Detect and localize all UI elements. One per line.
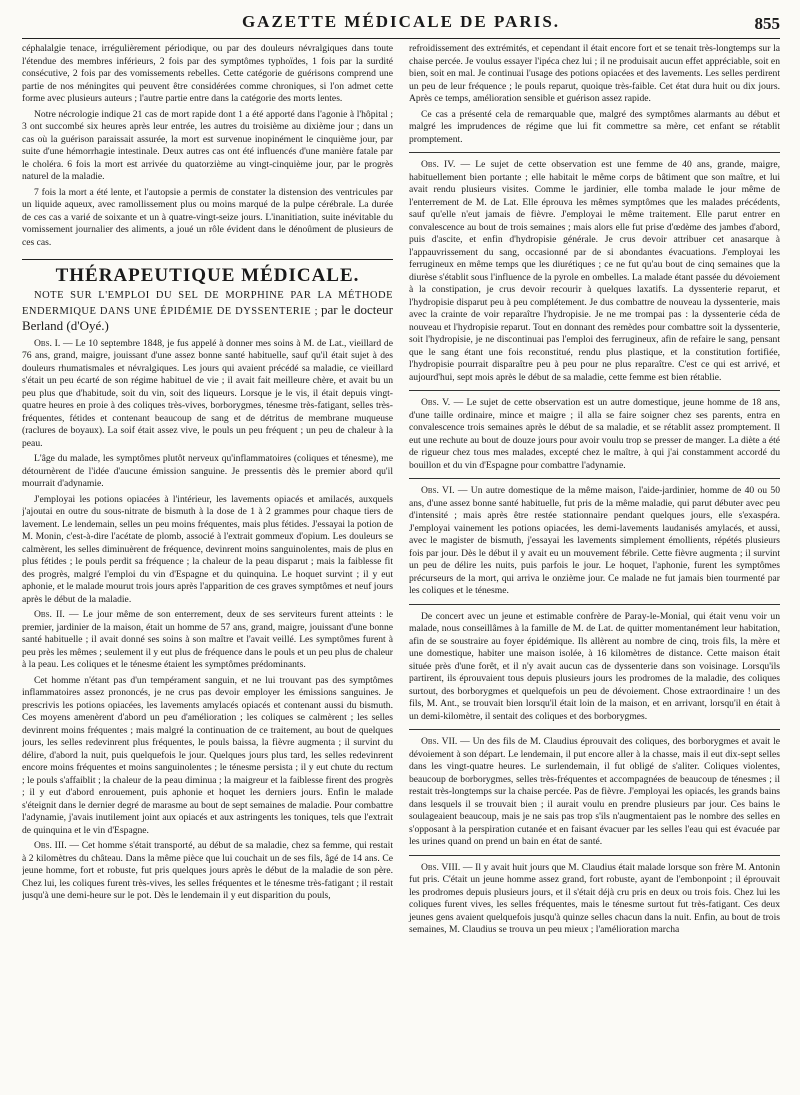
observation-label: Obs. II. — [34, 609, 65, 620]
observation-label: Obs. III. — [34, 840, 67, 851]
observation-paragraph — [409, 485, 780, 598]
journal-title: GAZETTE MÉDICALE DE PARIS. — [241, 12, 561, 31]
paragraph: 7 fois la mort a été lente, et l'autopsie a permis de constater la distension des ventricules par un liquide aqueux, avec ramollissement plus ou moins marqué de la pulpe cérébrale. La durée de ces cas a varié de soixante et un à quatre-vingt-seize jours. L'inanitiation, suite inévitable du vomissement journalier des aliments, a joué un rôle évident dans le dénoûment de plusieurs de ces cas. — [22, 186, 393, 248]
paragraph: Notre nécrologie indique 21 cas de mort rapide dont 1 a été apporté dans l'agonie à l'hôpital ; 3 ont succombé six heures après leur entrée, les autres du troisième au dixième jour ; dans un cas où la guérison paraissait assurée, la mort est survenue inopinément le cinquième jour, par suite d'une hémorrhagie intestinale. Deux autres cas ont été influencés d'une manière fatale par le choléra. 6 fois la mort est arrivée du quatorzième au vingt-cinquième jour, par le progrès naturel de la maladie. — [22, 108, 393, 182]
paragraph: Ce cas a présenté cela de remarquable que, malgré des symptômes alarmants au début et malgré les imprudences de régime que lui fit commettre sa mère, cet enfant se rétablit promptement. — [409, 108, 780, 145]
observation-label: Obs. I. — [34, 337, 61, 349]
observation-paragraph — [409, 397, 780, 472]
divider — [409, 604, 780, 605]
paragraph: L'âge du malade, les symptômes plutôt nerveux qu'inflammatoires (coliques et ténesme), me détournèrent de l'idée d'aucune émission sanguine. Je pressentis dès le premier abord qu'il mourrait d'adynamie. — [22, 453, 393, 489]
observation-paragraph — [22, 840, 393, 903]
left-column — [22, 43, 393, 1088]
observation-paragraph — [409, 159, 780, 384]
paragraph: De concert avec un jeune et estimable confrère de Paray-le-Monial, qui était venu voir un malade, nous conseillâmes à la famille de M. de Lat. de quitter momentanément leur habitation, afin de se soustraire au foyer épidémique. Ils allèrent au nombre de cinq, trois fils, la mère et une domestique, habiter une maison isolée, à 16 kilomètres de distance. Cette maison était située près d'une forêt, et il n'y avait aucun cas de dyssenterie dans son voisinage. Lorsqu'ils partirent, ils éprouvaient tous depuis plusieurs jours les prodromes de la maladie, des coliques surtout, des borborygmes et quelquefois un peu de dévoiement. Chose extraordinaire ! un des fils, M. Ant., se trouvait bien lorsqu'il était loin de la maison, et en arrivant, lorsqu'il en était à un demi-kilomètre, il sentait des coliques et des borborygmes. — [409, 610, 780, 722]
observation-text: — Le 10 septembre 1848, je fus appelé à donner mes soins à M. de Lat., vieillard de 76 ans, grand, maigre, jouissant d'une assez bonne santé habituelle, sauf qu'il était sujet à des douleurs rhumatismales et névralgiques. Les jours qui avaient précédé sa maladie, ce vieillard s'était un peu écarté de son régime habituel de vie ; il avait fait meilleure chère, et avait bu un peu plus que d'habitude, soit du vin, soit des liqueurs. Lorsque je le vis, il était depuis vingt-quatre heures en proie à des coliques très-vives, borborygmes, ténesme très-fatigant, selles très-fréquentes, fétides et contenant beaucoup de sang et de détritus de membrane muqueuse (raclures de boyaux). La soif était assez vive, le pouls un peu fréquent ; un peu de chaleur à la peau. — [22, 337, 393, 449]
observation-paragraph — [22, 338, 393, 451]
observation-text: — Un des fils de M. Claudius éprouvait des coliques, des borborygmes et avait le dévoiement à son départ. Le lendemain, il put encore aller à la chasse, mais il eut dix-sept selles dans les vingt-quatre heures. Le surlendemain, il fut obligé de s'aliter. Coliques violentes, beaucoup de borborygmes, selles très-fréquentes et accompagnées de beaucoup de ténesmes ; il restait très-longtemps sur la chaise percée. Pas de fièvre. J'employai les opiacés, les grands bains dans lesquels il se trouvait bien ; il aurait voulu en prendre plusieurs par jour. Ces bains le soulageaient beaucoup, mais je ne sais pas trop s'ils n'augmentaient pas le nombre des selles en s'opposant à la perspiration cutanée et en faisant évacuer par les selles l'eau qui est évacuée par les urines quand on prend un bain en état de santé. — [409, 736, 780, 847]
divider — [409, 855, 780, 856]
right-column — [409, 43, 780, 1088]
paragraph: Cet homme n'étant pas d'un tempérament sanguin, et ne lui trouvant pas des symptômes inflammatoires assez prononcés, je ne crus pas devoir employer les émissions sanguines. Je prescrivis les potions opiacées, les lavements amylacés opiacés et contenant aussi du bismuth. Ces moyens amenèrent d'abord un peu d'amélioration ; les coliques se calmèrent ; les selles devinrent moins fréquentes ; mais malgré la continuation de ce traitement, au bout de quelques jours, les selles redevinrent plus fréquentes, le pouls baissa, la fièvre augmenta ; il survint du délire, d'abord la nuit, puis quelquefois le jour. Quelques jours plus tard, les selles redevinrent encore moins fréquentes et moins sanguinolentes ; le ténesme persista ; il y eut chute du rectum ; le pouls s'affaiblit ; la chaleur de la peau diminua ; la maigreur et la faiblesse firent des progrès ; il y eut d'abord enrouement, puis aphonie et hoquet les derniers jours. Enfin le malade s'éteignit dans le dernier degré de marasme au bout de sept semaines de maladie. Pour combattre l'adynamie, j'avais inutilement joint aux opiacés et aux astringents les toniques, tels que l'extrait de quinquina et le vin d'Espagne. — [22, 674, 393, 836]
divider — [409, 729, 780, 730]
observation-paragraph — [22, 609, 393, 672]
divider — [409, 152, 780, 153]
divider — [409, 390, 780, 391]
observation-text: — Il y avait huit jours que M. Claudius était malade lorsque son frère M. Antonin fut pris. C'était un jeune homme assez grand, fort robuste, ayant de l'embonpoint ; il éprouvait les prodromes depuis plusieurs jours, et il s'était déjà cru pris en deux ou trois fois. Chez lui les coliques furent vives, les selles fréquentes, mais le ténesme surtout fut très-fatigant. Ces deux jeunes gens avaient quelquefois jusqu'à quinze selles chacun dans la nuit. Enfin, au bout de trois semaines, M. Claudius se trouva un peu mieux ; l'amélioration marcha — [409, 861, 780, 935]
section-divider — [22, 259, 393, 260]
observation-text: — Le jour même de son enterrement, deux de ses serviteurs furent atteints : le premier, jardinier de la maison, était un homme de 57 ans, grand, maigre, jouissant d'une bonne santé habituelle ; il avait donné ses soins à son maître et l'avait veillé. Les symptômes furent à peu près les mêmes ; seulement il y eut plus de fréquence dans le pouls et un peu plus de chaleur à la peau. Les coliques et le ténesme étaient les symptômes prédominants. — [22, 609, 394, 670]
observation-label: Obs. IV. — [421, 159, 456, 170]
observation-label: Obs. VI. — [421, 485, 455, 496]
columns — [22, 43, 780, 1088]
paragraph: refroidissement des extrémités, et cependant il était encore fort et se tenait très-longtemps sur la chaise percée. Je voulus essayer l'ipéca chez lui ; il ne produisait aucun effet appréciable, soit en bien, soit en mal. Je continuai l'usage des potions opiacées et des lavements. Les selles perdirent un peu de leur fréquence ; le pouls reparut, quoique très-faible. Cet état dura huit ou dix jours. Après ce temps, amélioration sensible et guérison assez rapide. — [409, 43, 780, 104]
divider — [409, 478, 780, 479]
section-title: THÉRAPEUTIQUE MÉDICALE. — [55, 265, 360, 286]
observation-text: — Le sujet de cette observation est une femme de 40 ans, grande, maigre, habituellement bien portante ; elle habitait le même corps de bâtiment que son maître, et lui avait rendu plusieurs visites. Comme le jardinier, elle tomba malade le jour même de l'enterrement de M. de Lat. Elle éprouva les mêmes symptômes que les malades précédents, sauf qu'elle n'eut jamais de fièvre. J'employai le même traitement. Elle parut entrer en convalescence au bout de trois semaines ; mais alors elle fut prise d'œdème des jambes d'abord, puis d'ascite, et enfin d'hydropisie générale. Je crus devoir attribuer cet anasarque à l'appauvrissement du sang, occasionné par de si abondantes évacuations. J'employai les ferrugineux en même temps que les diurétiques ; ce ne fut qu'au bout de cinq semaines que la diurèse s'établit sous l'influence de la pyrole en ombelles. La malade étant passée du dévoiement à la constipation, je crus devoir recourir à quelques laxatifs. La dyssenterie reparut, et l'hydropisie disparut peu à peu complétement. Je dus combattre de nouveau la dyssenterie, mais avec la crainte de voir reparaître l'hydropisie. Je ne me trompai pas : la dyssenterie céda de nouveau et l'hydropisie reparut. Tout en donnant des remèdes pour combattre soit la dyssenterie, soit l'hydropisie, je ne discontinuai pas l'emploi des ferrugineux, afin de refaire le sang, pensant que le sang étant une fois reconstitué, rendu plus plastique, et la constitution fortifiée, l'hydropisie pourrait disparaître peu à peu pour ne plus reparaître. C'est ce qui est arrivé, et aujourd'hui, sept mois après le début de sa maladie, cette femme est bien rétablie. — [409, 159, 780, 383]
observation-text: — Un autre domestique de la même maison, l'aide-jardinier, homme de 40 ou 50 ans, d'une assez bonne santé habituelle, fut pris de la même maladie, qui parut débuter avec peu d'intensité ; mais après être restée stationnaire pendant quelques jours, elle s'exaspéra. J'employai vainement les potions opiacées, les demi-lavements laudanisés amylacés, et aussi, avec le magister de bismuth, j'essayai les lavements simplement émollients, répétés plusieurs fois par jour. Dès le début il y avait eu un mouvement fébrile. Cette fièvre augmenta ; il survint un peu de délire les nuits, puis parfois le jour. Le hoquet, l'aphonie, furent les symptômes précurseurs de la mort, qui arriva le onzième jour. Ce malade ne fut jamais bien tourmenté par les coliques et le ténesme. — [409, 485, 780, 596]
observation-label: Obs. V. — [421, 397, 451, 408]
observation-label: Obs. VII. — [421, 736, 458, 747]
article-title-text: NOTE SUR L'EMPLOI DU SEL DE MORPHINE PAR LA MÉTHODE ENDERMIQUE DANS UNE ÉPIDÉMIE DE DYSSENTERIE ; — [22, 289, 393, 317]
observation-text: — Cet homme s'était transporté, au début de sa maladie, chez sa femme, qui restait à 2 kilomètres du château. Dans la même pièce que lui couchait un de ses fils, âgé de 14 ans. Ce jeune homme, fort et robuste, fut pris quelques jours après le début de la maladie de son père. Chez lui, les coliques furent très-vives, les selles fréquentes et le ténesme très-fatigant ; il restait jusqu'à une demi-heure sur le pot. Dès le lendemain il y eut disparition du pouls, — [22, 840, 393, 901]
observation-label: Obs. VIII. — [421, 861, 461, 873]
article-title — [22, 289, 393, 335]
paragraph: J'employai les potions opiacées à l'intérieur, les lavements opiacés et amilacés, auxquels j'ajoutai en outre du sous-nitrate de bismuth à la dose de 1 à 2 grammes pour chaque tiers de lavement. Le lendemain, selles un peu moins fréquentes, mais plus fétides. J'essayai la potion de M. Monin, c'est-à-dire l'acétate de plomb, associé à l'extrait gommeux d'opium. Les douleurs se calmèrent, les selles diminuèrent de fréquence, devinrent moins sanguinolentes, mais de plus en plus fétides ; le pouls perdit sa fréquence ; la chaleur de la peau disparut ; mais la faiblesse fit des progrès, malgré l'emploi du vin d'Espagne et du quinquina. Le hoquet survint ; il y eut aphonie, et le malade mourut trois jours après l'apparition de ces graves symptômes et neuf jours après le début de la maladie. — [22, 493, 393, 605]
page-header — [22, 12, 780, 39]
paragraph: céphalalgie tenace, irrégulièrement périodique, ou par des douleurs névralgiques dans toute l'étendue des membres inférieurs, 2 fois par des symptômes typhoïdes, 1 fois par la surdité consécutive, 2 fois par des vomissements rebelles. Cette catégorie de guérisons comprend une partie de nos méningites qui peuvent être considérées comme chroniques, si l'on admet cette forme avec plusieurs auteurs ; l'autre partie entre dans la catégorie des morts lentes. — [22, 43, 393, 104]
observation-paragraph — [409, 862, 780, 937]
page-number: 855 — [754, 14, 780, 33]
observation-text: — Le sujet de cette observation est un autre domestique, jeune homme de 18 ans, d'une taille ordinaire, mince et maigre ; il alla se faire soigner chez ses parents, entra en convalescence trois semaines après le début de sa maladie, et se rétablit assez promptement. Il eut une rechute au bout de douze jours pour avoir voulu trop se presser de manger. La diète a été de rigueur chez tous mes malades, excepté chez le maître, à qui j'ai constamment accordé du bouillon et du vin d'Espagne pour combattre l'adynamie. — [409, 397, 780, 471]
article-author: par le docteur Berland (d'Oyé.) — [22, 301, 394, 333]
observation-paragraph — [409, 736, 780, 849]
